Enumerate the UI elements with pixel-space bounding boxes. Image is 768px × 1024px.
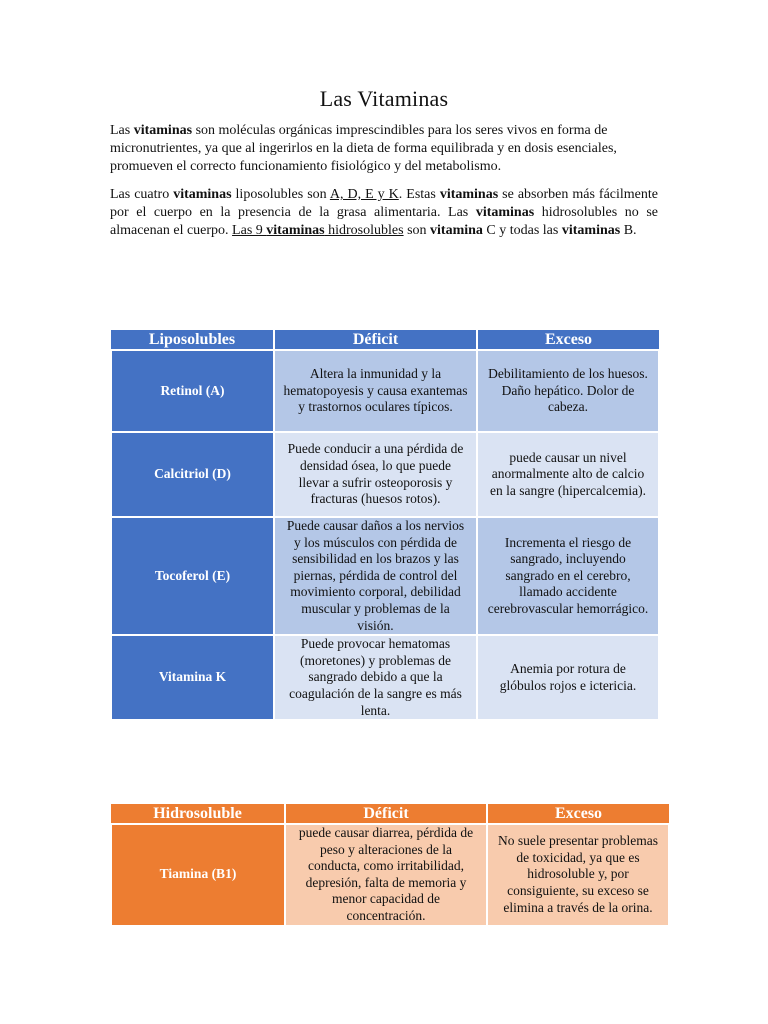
bold-term: vitaminas — [439, 187, 499, 202]
table-header-row — [111, 330, 659, 350]
text-run: Las 9 — [232, 223, 267, 238]
intro-paragraph — [110, 122, 658, 176]
underlined-text: A, D, E y K — [329, 187, 399, 202]
table-row — [111, 350, 659, 432]
text-run: Las — [110, 123, 134, 138]
text-run: hidrosolubles no se almacenan el cuerpo. — [110, 205, 658, 238]
table-row — [111, 635, 659, 720]
text-run: B. — [620, 223, 637, 238]
table-row — [111, 824, 669, 926]
row-label: Tocoferol (E) — [111, 517, 274, 635]
text-run: son moléculas orgánicas imprescindibles para los seres vivos en forma de micronutrientes, ya que al ingerirlos en la dieta de forma equilibrada y en dosis esenciales, promueven el correcto funcionamiento fisiológico y del metabolismo. — [110, 123, 617, 174]
table-row — [111, 432, 659, 517]
header-hidrosoluble: Hidrosoluble — [111, 804, 285, 824]
deficit-cell: Altera la inmunidad y la hematopoyesis y causa exantemas y trastornos oculares típicos. — [274, 350, 477, 432]
table-row — [111, 517, 659, 635]
exceso-cell: Anemia por rotura de glóbulos rojos e ictericia. — [477, 635, 659, 720]
row-label: Tiamina (B1) — [111, 824, 285, 926]
underlined-text — [232, 223, 404, 238]
header-liposolubles: Liposolubles — [111, 330, 274, 350]
deficit-cell: puede causar diarrea, pérdida de peso y alteraciones de la conducta, como irritabilidad, depresión, falta de memoria y menor capacidad de concentración. — [285, 824, 487, 926]
exceso-cell: No suele presentar problemas de toxicidad, ya que es hidrosoluble y, por consiguiente, su exceso se elimina a través de la orina. — [487, 824, 669, 926]
text-run: son — [403, 223, 431, 238]
bold-term: vitaminas — [133, 123, 193, 138]
row-label: Vitamina K — [111, 635, 274, 720]
text-run: C y todas las — [482, 223, 562, 238]
header-exceso: Exceso — [477, 330, 659, 350]
page-title: Las Vitaminas — [319, 86, 449, 111]
liposolubles-table — [110, 330, 660, 721]
bold-term: vitaminas — [475, 205, 535, 220]
bold-term: vitamina — [430, 223, 483, 238]
header-deficit: Déficit — [285, 804, 487, 824]
deficit-cell: Puede causar daños a los nervios y los músculos con pérdida de sensibilidad en los brazos y las piernas, pérdida de control del movimiento corporal, debilidad muscular y problemas de la visión. — [274, 517, 477, 635]
text-run: hidrosolubles — [324, 223, 404, 238]
header-exceso: Exceso — [487, 804, 669, 824]
exceso-cell: puede causar un nivel anormalmente alto de calcio en la sangre (hipercalcemia). — [477, 432, 659, 517]
bold-term: vitaminas — [266, 223, 325, 238]
exceso-cell: Incrementa el riesgo de sangrado, incluyendo sangrado en el cerebro, llamado accidente cerebrovascular hemorrágico. — [477, 517, 659, 635]
deficit-cell: Puede provocar hematomas (moretones) y problemas de sangrado debido a que la coagulación de la sangre es más lenta. — [274, 635, 477, 720]
liposolubles-paragraph — [110, 186, 658, 240]
text-run: liposolubles son — [231, 187, 330, 202]
bold-term: vitaminas — [173, 187, 232, 202]
header-deficit: Déficit — [274, 330, 477, 350]
exceso-cell: Debilitamiento de los huesos. Daño hepático. Dolor de cabeza. — [477, 350, 659, 432]
text-run: se absorben más fácilmente por el cuerpo en la presencia de la grasa alimentaria. Las — [110, 187, 658, 220]
bold-term: vitaminas — [561, 223, 621, 238]
hidrosoluble-table — [110, 804, 670, 927]
text-run: Las cuatro — [110, 187, 174, 202]
row-label: Calcitriol (D) — [111, 432, 274, 517]
text-run: . Estas — [398, 187, 440, 202]
table-header-row — [111, 804, 669, 824]
row-label: Retinol (A) — [111, 350, 274, 432]
deficit-cell: Puede conducir a una pérdida de densidad ósea, lo que puede llevar a sufrir osteoporosis y fracturas (huesos rotos). — [274, 432, 477, 517]
